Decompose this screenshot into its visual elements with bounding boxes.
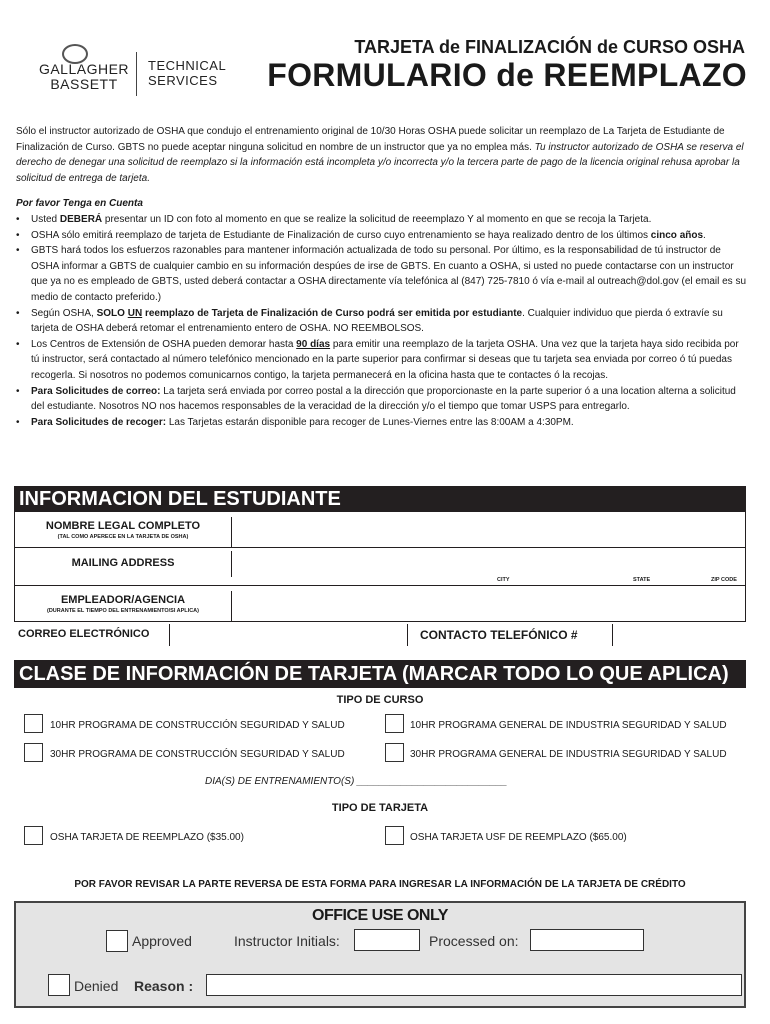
divider	[407, 624, 408, 646]
replacement-card-label: OSHA TARJETA DE REEMPLAZO ($35.00)	[50, 832, 244, 843]
email-label: CORREO ELECTRÓNICO	[18, 628, 150, 640]
course-10hr-general-checkbox[interactable]	[385, 714, 404, 733]
list-item: • GBTS hará todos los esfuerzos razonables para mantener información actualizada de todo su personal. Por último, es la responsabilidad de tú instructor de OSHA informar a GBTS de cualquier cambio en su información despúes de irse de GBTS. En cuanto a OSHA, si usted no puede contactarse con un instructor que ya no es empleado de GBTS, usted deberá contactar a OSHA directamente vía telefónica al (847) 725-7810 ó vía e-mail al outreach@dol.gov (el email es su medio de contacto preferido.)	[16, 243, 746, 305]
form-title: FORMULARIO de REEMPLAZO	[267, 57, 747, 93]
divider	[231, 517, 232, 547]
list-item: • Para Solicitudes de recoger: Las Tarjetas estarán disponible para recoger de Lunes-Viernes entre las 8:00AM a 4:30PM.	[16, 415, 746, 431]
name-sublabel: (TAL COMO APERECE EN LA TARJETA DE OSHA)	[57, 534, 189, 540]
office-use-title: OFFICE USE ONLY	[312, 907, 448, 924]
approved-label: Approved	[132, 933, 192, 949]
divider	[169, 624, 170, 646]
divider	[612, 624, 613, 646]
reverse-notice: POR FAVOR REVISAR LA PARTE REVERSA DE ESTA FORMA PARA INGRESAR LA INFORMACIÓN DE LA TARJETA DE CRÉDITO	[74, 879, 686, 890]
intro-paragraph	[16, 124, 746, 186]
phone-label: CONTACTO TELEFÓNICO #	[420, 628, 578, 642]
employer-sublabel: (DURANTE EL TIEMPO DEL ENTRENAMIENTO/SI APLICA)	[47, 608, 199, 614]
list-item: • Los Centros de Extensión de OSHA pueden demorar hasta 90 días para emitir una reemplazo de la tarjeta OSHA. Una vez que la tarjeta haya sido recibida por tú instructor, será contactado al número telefónico mencionado en la parte superior para confirmar si deseas que tu tarjeta sea enviada por correo ó tú puedas recogerla. Si nosotros no podemos comunicarnos contigo, la tarjeta permanecerá en la oficina hasta que te contactes ó la recojas.	[16, 337, 746, 384]
course-30hr-general-checkbox[interactable]	[385, 743, 404, 762]
course-10hr-construction-checkbox[interactable]	[24, 714, 43, 733]
employer-field[interactable]	[233, 588, 743, 618]
name-label: NOMBRE LEGAL COMPLETO	[45, 520, 201, 532]
form-subtitle: TARJETA de FINALIZACIÓN de CURSO OSHA	[354, 37, 745, 57]
instructions	[16, 124, 746, 430]
training-days-field[interactable]: DIA(S) DE ENTRENAMIENTO(S) ___________________________	[205, 776, 508, 787]
full-name-field[interactable]	[233, 514, 743, 544]
course-30hr-general-label: 30HR PROGRAMA GENERAL DE INDUSTRIA SEGURIDAD Y SALUD	[410, 749, 727, 760]
list-item: • Para Solicitudes de correo: La tarjeta será enviada por correo postal a la dirección que proporcionaste en la parte superior ó a una location alterna a solicitud del estudiante. Nosotros NO nos hacemos responsables de la veracidad de la dirección y/o el tiempo que tomar USPS para entregarlo.	[16, 384, 746, 415]
name-row	[14, 512, 746, 548]
course-type-label: TIPO DE CURSO	[336, 694, 424, 706]
intro-italic-text: Tu instructor autorizado de OSHA se reserva el derecho de denegar una solicitud de reemplazo si la información está incompleta y/o incorrecta y/o la tercera parte de pago de la licencia original rehusa aprobar la solicitud de entrega de tarjeta.	[16, 141, 744, 184]
email-field[interactable]	[171, 624, 405, 646]
employer-row	[14, 586, 746, 622]
course-30hr-construction-label: 30HR PROGRAMA DE CONSTRUCCIÓN SEGURIDAD Y SALUD	[50, 749, 345, 760]
usf-replacement-card-checkbox[interactable]	[385, 826, 404, 845]
divider	[231, 591, 232, 621]
approved-checkbox[interactable]	[106, 930, 128, 952]
employer-label: EMPLEADOR/AGENCIA	[60, 594, 186, 606]
course-10hr-construction-label: 10HR PROGRAMA DE CONSTRUCCIÓN SEGURIDAD Y SALUD	[50, 720, 345, 731]
office-use-panel	[14, 901, 746, 1008]
list-item: • Usted DEBERÁ presentar un ID con foto al momento en que se realize la solicitud de reeemplazo Y al momento en que se recoja la Tarjeta.	[16, 212, 746, 228]
usf-replacement-card-label: OSHA TARJETA USF DE REEMPLAZO ($65.00)	[410, 832, 627, 843]
card-info-heading: CLASE DE INFORMACIÓN DE TARJETA (MARCAR TODO LO QUE APLICA)	[14, 660, 746, 688]
list-item: • Según OSHA, SOLO UN reemplazo de Tarjeta de Finalización de Curso podrá ser emitida por estudiante. Cualquier individuo que pierda ó extravíe su tarjeta de OSHA deberá retomar el entrenamiento entero de OSHA. NO REEMBOLSOS.	[16, 306, 746, 337]
state-label: STATE	[633, 577, 651, 583]
reason-field[interactable]	[206, 974, 742, 996]
phone-field[interactable]	[614, 624, 742, 646]
logo-line1: GALLAGHER	[38, 61, 130, 77]
intro-text: Sólo el instructor autorizado de OSHA que condujo el entrenamiento original de 10/30 Horas OSHA puede solicitar un reemplazo de La Tarjeta de Estudiante de Finalización de Curso. GBTS no puede aceptar ninguna solicitud en nombre de un instructor que ya no emplea más.	[16, 126, 725, 153]
logo-ts-line2: SERVICES	[148, 73, 218, 88]
student-info-heading: INFORMACION DEL ESTUDIANTE	[14, 486, 746, 512]
denied-checkbox[interactable]	[48, 974, 70, 996]
notes-list	[16, 212, 746, 430]
course-30hr-construction-checkbox[interactable]	[24, 743, 43, 762]
logo-line2: BASSETT	[50, 76, 118, 92]
initials-label: Instructor Initials:	[234, 933, 340, 949]
course-10hr-general-label: 10HR PROGRAMA GENERAL DE INDUSTRIA SEGURIDAD Y SALUD	[410, 720, 727, 731]
city-label: CITY	[497, 577, 510, 583]
denied-label: Denied	[74, 978, 119, 994]
reason-label: Reason :	[134, 978, 194, 994]
company-logo	[38, 62, 130, 92]
mailing-row	[14, 548, 746, 586]
processed-label: Processed on:	[429, 933, 519, 949]
contact-row	[14, 622, 746, 648]
logo-divider	[136, 52, 137, 96]
notes-title: Por favor Tenga en Cuenta	[16, 198, 143, 210]
logo-ts-line1: TECHNICAL	[148, 58, 227, 73]
list-item: • OSHA sólo emitirá reemplazo de tarjeta de Estudiante de Finalización de curso cuyo entrenamiento se haya realizado dentro de los últimos cinco años.	[16, 228, 746, 244]
card-type-label: TIPO DE TARJETA	[331, 802, 429, 814]
replacement-card-checkbox[interactable]	[24, 826, 43, 845]
mailing-label: MAILING ADDRESS	[71, 557, 175, 569]
mailing-address-field[interactable]	[233, 550, 743, 574]
initials-field[interactable]	[354, 929, 420, 951]
zip-label: ZIP CODE	[711, 577, 737, 583]
divider	[231, 551, 232, 577]
technical-services-logo	[148, 58, 226, 88]
processed-date-field[interactable]	[530, 929, 644, 951]
